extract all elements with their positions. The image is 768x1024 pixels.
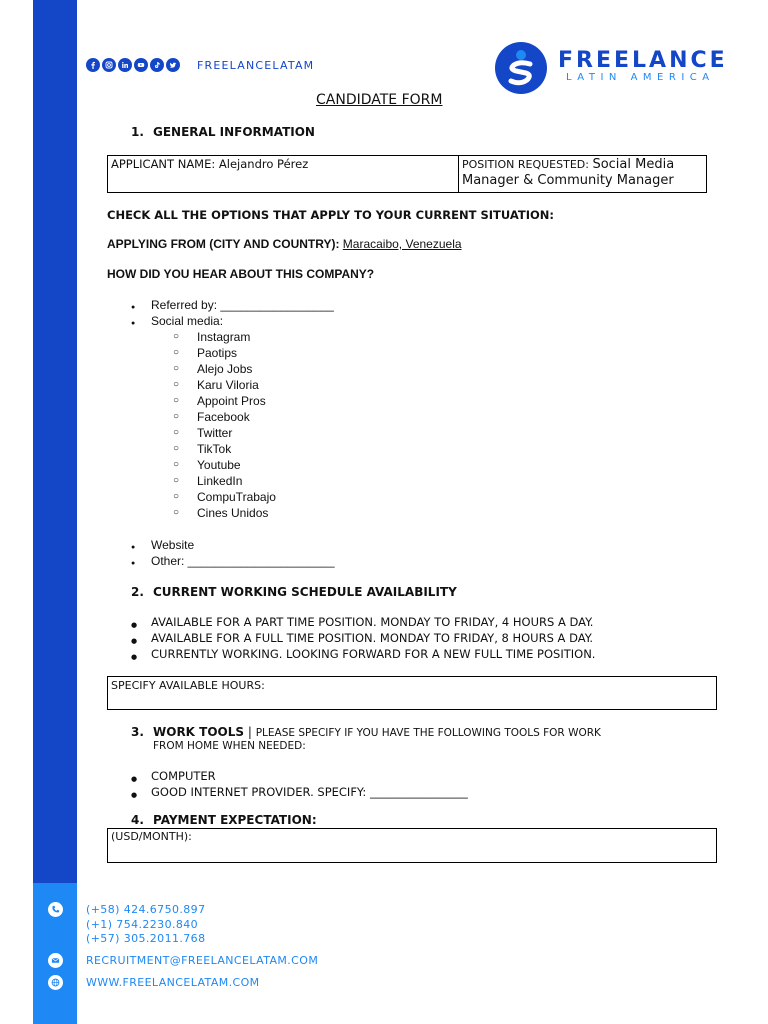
- availability-option[interactable]: ● CURRENTLY WORKING. LOOKING FORWARD FOR A NEW FULL TIME POSITION.: [129, 646, 595, 662]
- payment-box-label: (USD/MONTH):: [111, 830, 192, 843]
- phone-number[interactable]: (+57) 305.2011.768: [86, 932, 206, 945]
- page-title: CANDIDATE FORM: [316, 92, 443, 108]
- social-option[interactable]: ○ LinkedIn: [173, 473, 276, 489]
- payment-expectation-field[interactable]: [107, 828, 717, 863]
- list-item-social-media[interactable]: ● Social media:: [129, 313, 334, 329]
- section-number: 3.: [131, 725, 144, 739]
- list-item-website[interactable]: ● Website: [129, 537, 335, 553]
- linkedin-icon[interactable]: [118, 58, 132, 72]
- logo-title: FREELANCE: [558, 48, 728, 73]
- work-tool-option[interactable]: ● COMPUTER: [129, 768, 468, 784]
- hear-options-list-2: [129, 537, 335, 569]
- availability-option[interactable]: ● AVAILABLE FOR A PART TIME POSITION. MONDAY TO FRIDAY, 4 HOURS A DAY.: [129, 614, 595, 630]
- availability-list: [129, 614, 595, 662]
- section-title: PAYMENT EXPECTATION:: [153, 813, 317, 827]
- social-option[interactable]: ○ Karu Viloria: [173, 377, 276, 393]
- brand-handle: FREELANCELATAM: [197, 59, 315, 72]
- list-item-referred[interactable]: ● Referred by: _________________: [129, 297, 334, 313]
- social-option[interactable]: ○ TikTok: [173, 441, 276, 457]
- position-requested-cell[interactable]: [459, 156, 706, 192]
- section-title: CURRENT WORKING SCHEDULE AVAILABILITY: [153, 585, 457, 599]
- social-icons: [86, 58, 180, 72]
- sidebar-band: [33, 0, 77, 1024]
- check-all-instruction: CHECK ALL THE OPTIONS THAT APPLY TO YOUR CURRENT SITUATION:: [107, 208, 554, 222]
- position-value-line-1: Social Media: [592, 157, 675, 172]
- applicant-name-cell[interactable]: [108, 156, 459, 192]
- applying-from: [107, 237, 462, 251]
- twitter-icon[interactable]: [166, 58, 180, 72]
- position-value-line-2: Manager & Community Manager: [462, 173, 674, 188]
- social-option[interactable]: ○ Instagram: [173, 329, 276, 345]
- applicant-label: APPLICANT NAME:: [111, 157, 219, 171]
- social-media-sublist: [173, 329, 276, 521]
- social-option[interactable]: ○ Cines Unidos: [173, 505, 276, 521]
- section-3-heading: [131, 725, 601, 739]
- social-option[interactable]: ○ Paotips: [173, 345, 276, 361]
- phone-number[interactable]: (+1) 754.2230.840: [86, 918, 199, 931]
- globe-icon: [48, 975, 63, 990]
- freelance-logo-icon: [494, 41, 548, 95]
- list-item-other[interactable]: ● Other: ______________________: [129, 553, 335, 569]
- hear-about-question: HOW DID YOU HEAR ABOUT THIS COMPANY?: [107, 267, 375, 281]
- section-4-heading: [131, 813, 317, 827]
- available-hours-label: SPECIFY AVAILABLE HOURS:: [111, 679, 265, 692]
- social-option[interactable]: ○ Facebook: [173, 409, 276, 425]
- phone-number[interactable]: (+58) 424.6750.897: [86, 903, 206, 916]
- section-number: 2.: [131, 585, 144, 599]
- work-tool-option[interactable]: ● GOOD INTERNET PROVIDER. SPECIFY: _________________: [129, 784, 468, 800]
- position-label: POSITION REQUESTED:: [462, 158, 593, 171]
- social-option[interactable]: ○ Twitter: [173, 425, 276, 441]
- availability-option[interactable]: ● AVAILABLE FOR A FULL TIME POSITION. MONDAY TO FRIDAY, 8 HOURS A DAY.: [129, 630, 595, 646]
- section-note: PLEASE SPECIFY IF YOU HAVE THE FOLLOWING TOOLS FOR WORK: [255, 727, 601, 739]
- applicant-value: Alejandro Pérez: [218, 157, 309, 171]
- website-link[interactable]: WWW.FREELANCELATAM.COM: [86, 976, 260, 989]
- tiktok-icon[interactable]: [150, 58, 164, 72]
- applying-from-value: Maracaibo, Venezuela: [342, 237, 462, 251]
- social-option[interactable]: ○ Alejo Jobs: [173, 361, 276, 377]
- social-option[interactable]: ○ CompuTrabajo: [173, 489, 276, 505]
- instagram-icon[interactable]: [102, 58, 116, 72]
- section-number: 4.: [131, 813, 144, 827]
- section-title: GENERAL INFORMATION: [153, 125, 315, 139]
- section-note-line-2: FROM HOME WHEN NEEDED:: [153, 740, 306, 752]
- section-2-heading: [131, 585, 457, 599]
- logo-subtitle: LATIN AMERICA: [566, 72, 715, 83]
- phone-icon: [48, 902, 63, 917]
- section-separator: |: [244, 725, 256, 739]
- email-link[interactable]: RECRUITMENT@FREELANCELATAM.COM: [86, 954, 319, 967]
- work-tools-list: [129, 768, 468, 800]
- social-option[interactable]: ○ Appoint Pros: [173, 393, 276, 409]
- hear-options-list: [129, 297, 334, 329]
- section-number: 1.: [131, 125, 144, 139]
- section-1-heading: [131, 125, 315, 139]
- applying-from-label: APPLYING FROM (CITY AND COUNTRY):: [107, 237, 343, 251]
- facebook-icon[interactable]: [86, 58, 100, 72]
- email-icon: [48, 953, 63, 968]
- available-hours-field[interactable]: [107, 676, 717, 710]
- general-info-table: [107, 155, 707, 193]
- social-option[interactable]: ○ Youtube: [173, 457, 276, 473]
- youtube-icon[interactable]: [134, 58, 148, 72]
- section-title: WORK TOOLS: [153, 725, 245, 739]
